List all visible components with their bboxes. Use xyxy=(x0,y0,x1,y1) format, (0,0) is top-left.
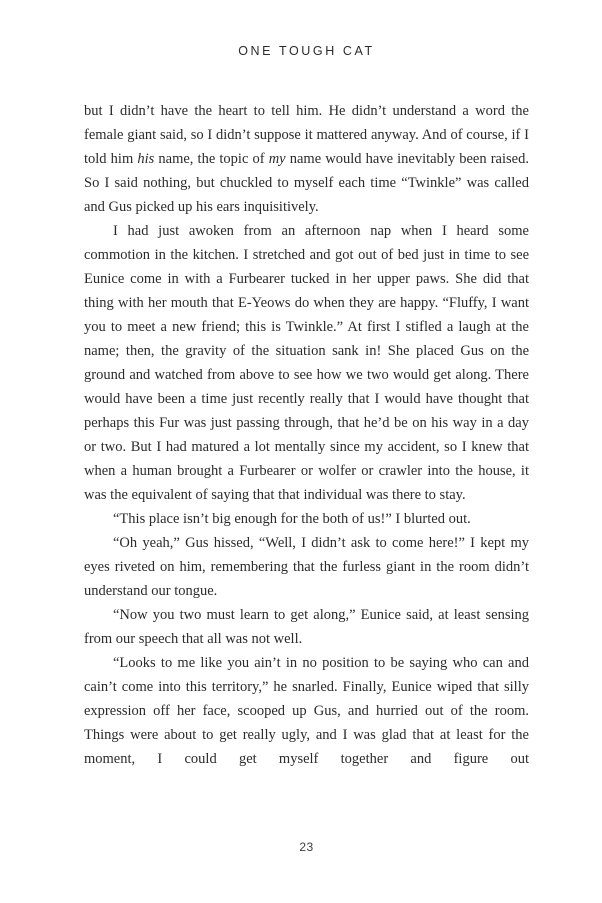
text-run: name, the topic of xyxy=(154,151,269,167)
body-paragraph xyxy=(84,531,529,603)
page-number: 23 xyxy=(299,840,314,854)
text-run: “Now you two must learn to get along,” Eunice said, at least sensing from our speech that all was not well. xyxy=(84,607,529,647)
italic-run: his xyxy=(137,151,155,167)
body-paragraph xyxy=(84,507,529,531)
body-paragraph xyxy=(84,99,529,219)
text-run: “Looks to me like you ain’t in no position to be saying who can and cain’t come into this territory,” he snarled. Finally, Eunice wiped that silly expression off her face, scooped up Gus, and hurried out of the room. Things were about to get really ugly, and I was glad that at least for the moment, I could get myself together and figure out xyxy=(84,655,529,767)
italic-run: my xyxy=(268,151,286,167)
page-body xyxy=(84,99,529,771)
body-paragraph xyxy=(84,219,529,507)
text-run: but I didn’t have the heart to tell him. He didn’t understand a word the female giant said, so I didn’t suppose it mattered anyway. And of course, if I told him xyxy=(84,103,529,167)
text-run: “Oh yeah,” Gus hissed, “Well, I didn’t ask to come here!” I kept my eyes riveted on him, remembering that the furless giant in the room didn’t understand our tongue. xyxy=(84,535,529,599)
body-paragraph xyxy=(84,651,529,771)
running-header: ONE TOUGH CAT xyxy=(238,44,375,58)
body-paragraph xyxy=(84,603,529,651)
text-run: I had just awoken from an afternoon nap when I heard some commotion in the kitchen. I stretched and got out of bed just in time to see Eunice come in with a Furbearer tucked in her upper paws. She did that thing with her mouth that E-Yeows do when they are happy. “Fluffy, I want you to meet a new friend; this is Twinkle.” At first I stifled a laugh at the name; then, the gravity of the situation sank in! She placed Gus on the ground and watched from above to see how we two would get along. There would have been a time just recently really that I would have thought that perhaps this Fur was just passing through, that he’d be on his way in a day or two. But I had matured a lot mentally since my accident, so I knew that when a human brought a Furbearer or wolfer or crawler into the house, it was the equivalent of saying that that individual was there to stay. xyxy=(84,223,529,503)
text-run: name would have inevitably been raised. So I said nothing, but chuckled to myself each time “Twinkle” was called and Gus picked up his ears inquisitively. xyxy=(84,151,529,215)
text-run: “This place isn’t big enough for the both of us!” I blurted out. xyxy=(113,511,471,527)
